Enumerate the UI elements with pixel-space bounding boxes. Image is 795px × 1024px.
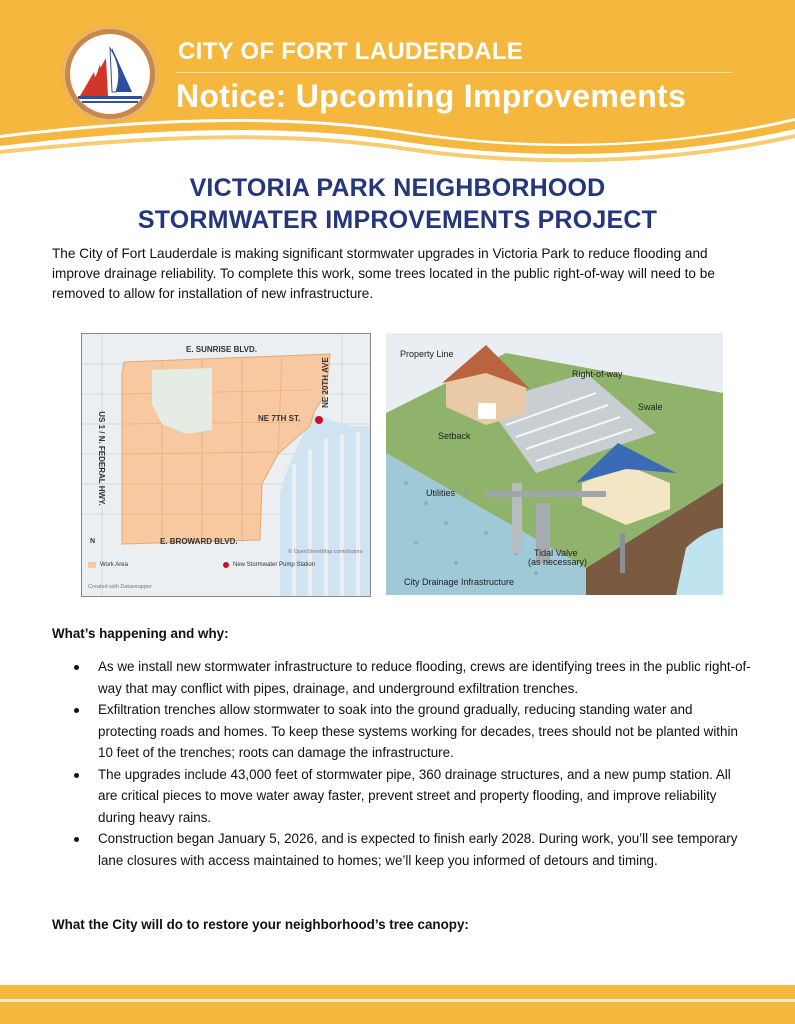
- label-city-drainage: City Drainage Infrastructure: [404, 577, 515, 587]
- page-header: [0, 0, 795, 165]
- footer-stripe: [0, 999, 795, 1002]
- bullet-icon: [74, 665, 79, 670]
- page-footer-band: [0, 985, 795, 1024]
- sailboat-logo-icon: [62, 26, 158, 122]
- map-copyright: © OpenStreetMap contributors: [288, 549, 363, 555]
- label-tidal-valve-note: (as necessary): [528, 557, 588, 567]
- map-label-pump-street: NE 7TH ST.: [258, 414, 301, 423]
- project-title-line2: STORMWATER IMPROVEMENTS PROJECT: [137, 206, 658, 234]
- work-area-map: [81, 333, 371, 597]
- list-item: Construction began January 5, 2026, and is expected to finish early 2028. During work, you’ll see temporary lane closures with access maintained to homes; we’ll keep you informed of detours and timing.: [52, 828, 752, 871]
- label-tidal-valve: Tidal Valve: [534, 548, 578, 558]
- section-heading-tree-canopy: What the City will do to restore your neighborhood’s tree canopy:: [52, 917, 469, 932]
- list-item: The upgrades include 43,000 feet of stormwater pipe, 360 drainage structures, and a new pump station. All are critical pieces to move water away faster, prevent street and property flooding, and improve reliability during heavy rains.: [52, 764, 752, 829]
- notice-title: Notice: Upcoming Improvements: [176, 78, 687, 114]
- list-item: As we install new stormwater infrastructure to reduce flooding, crews are identifying trees in the public right-of-way that may conflict with pipes, drainage, and underground exfiltration trenches.: [52, 656, 752, 699]
- map-label-east-street: NE 20TH AVE: [320, 357, 330, 408]
- header-divider: [176, 72, 732, 73]
- bullet-icon: [74, 773, 79, 778]
- city-name: CITY OF FORT LAUDERDALE: [178, 38, 524, 65]
- section-heading-whats-happening: What’s happening and why:: [52, 626, 229, 641]
- map-label-south-street: E. BROWARD BLVD.: [160, 537, 238, 546]
- legend-work-area: Work Area: [100, 562, 128, 568]
- bullet-list: [52, 656, 752, 871]
- map-label-west-street: US 1 / N. FEDERAL HWY.: [96, 411, 106, 506]
- label-utilities: Utilities: [426, 488, 456, 498]
- label-property-line: Property Line: [400, 349, 454, 359]
- bullet-icon: [74, 837, 79, 842]
- map-credit: Created with Datawrapper: [88, 584, 152, 590]
- project-title-line1: VICTORIA PARK NEIGHBORHOOD: [189, 174, 606, 202]
- label-swale: Swale: [638, 402, 663, 412]
- label-setback: Setback: [438, 431, 471, 441]
- legend-pump-station: New Stormwater Pump Station: [233, 562, 316, 568]
- map-label-north-street: E. SUNRISE BLVD.: [186, 345, 257, 354]
- drainage-diagram: [386, 333, 723, 595]
- list-item: Exfiltration trenches allow stormwater to soak into the ground gradually, reducing standing water and protecting roads and homes. To keep these systems working for decades, trees should not be planted within 10 feet of the trenches; roots can damage the infrastructure.: [52, 699, 752, 764]
- label-right-of-way: Right-of-way: [572, 369, 623, 379]
- intro-paragraph: The City of Fort Lauderdale is making significant stormwater upgrades in Victoria Park to reduce flooding and improve drainage reliability. To complete this work, some trees located in the public right-of-way will need to be removed to allow for installation of new infrastructure.: [52, 246, 715, 301]
- north-arrow-icon: N: [90, 538, 96, 545]
- bullet-icon: [74, 708, 79, 713]
